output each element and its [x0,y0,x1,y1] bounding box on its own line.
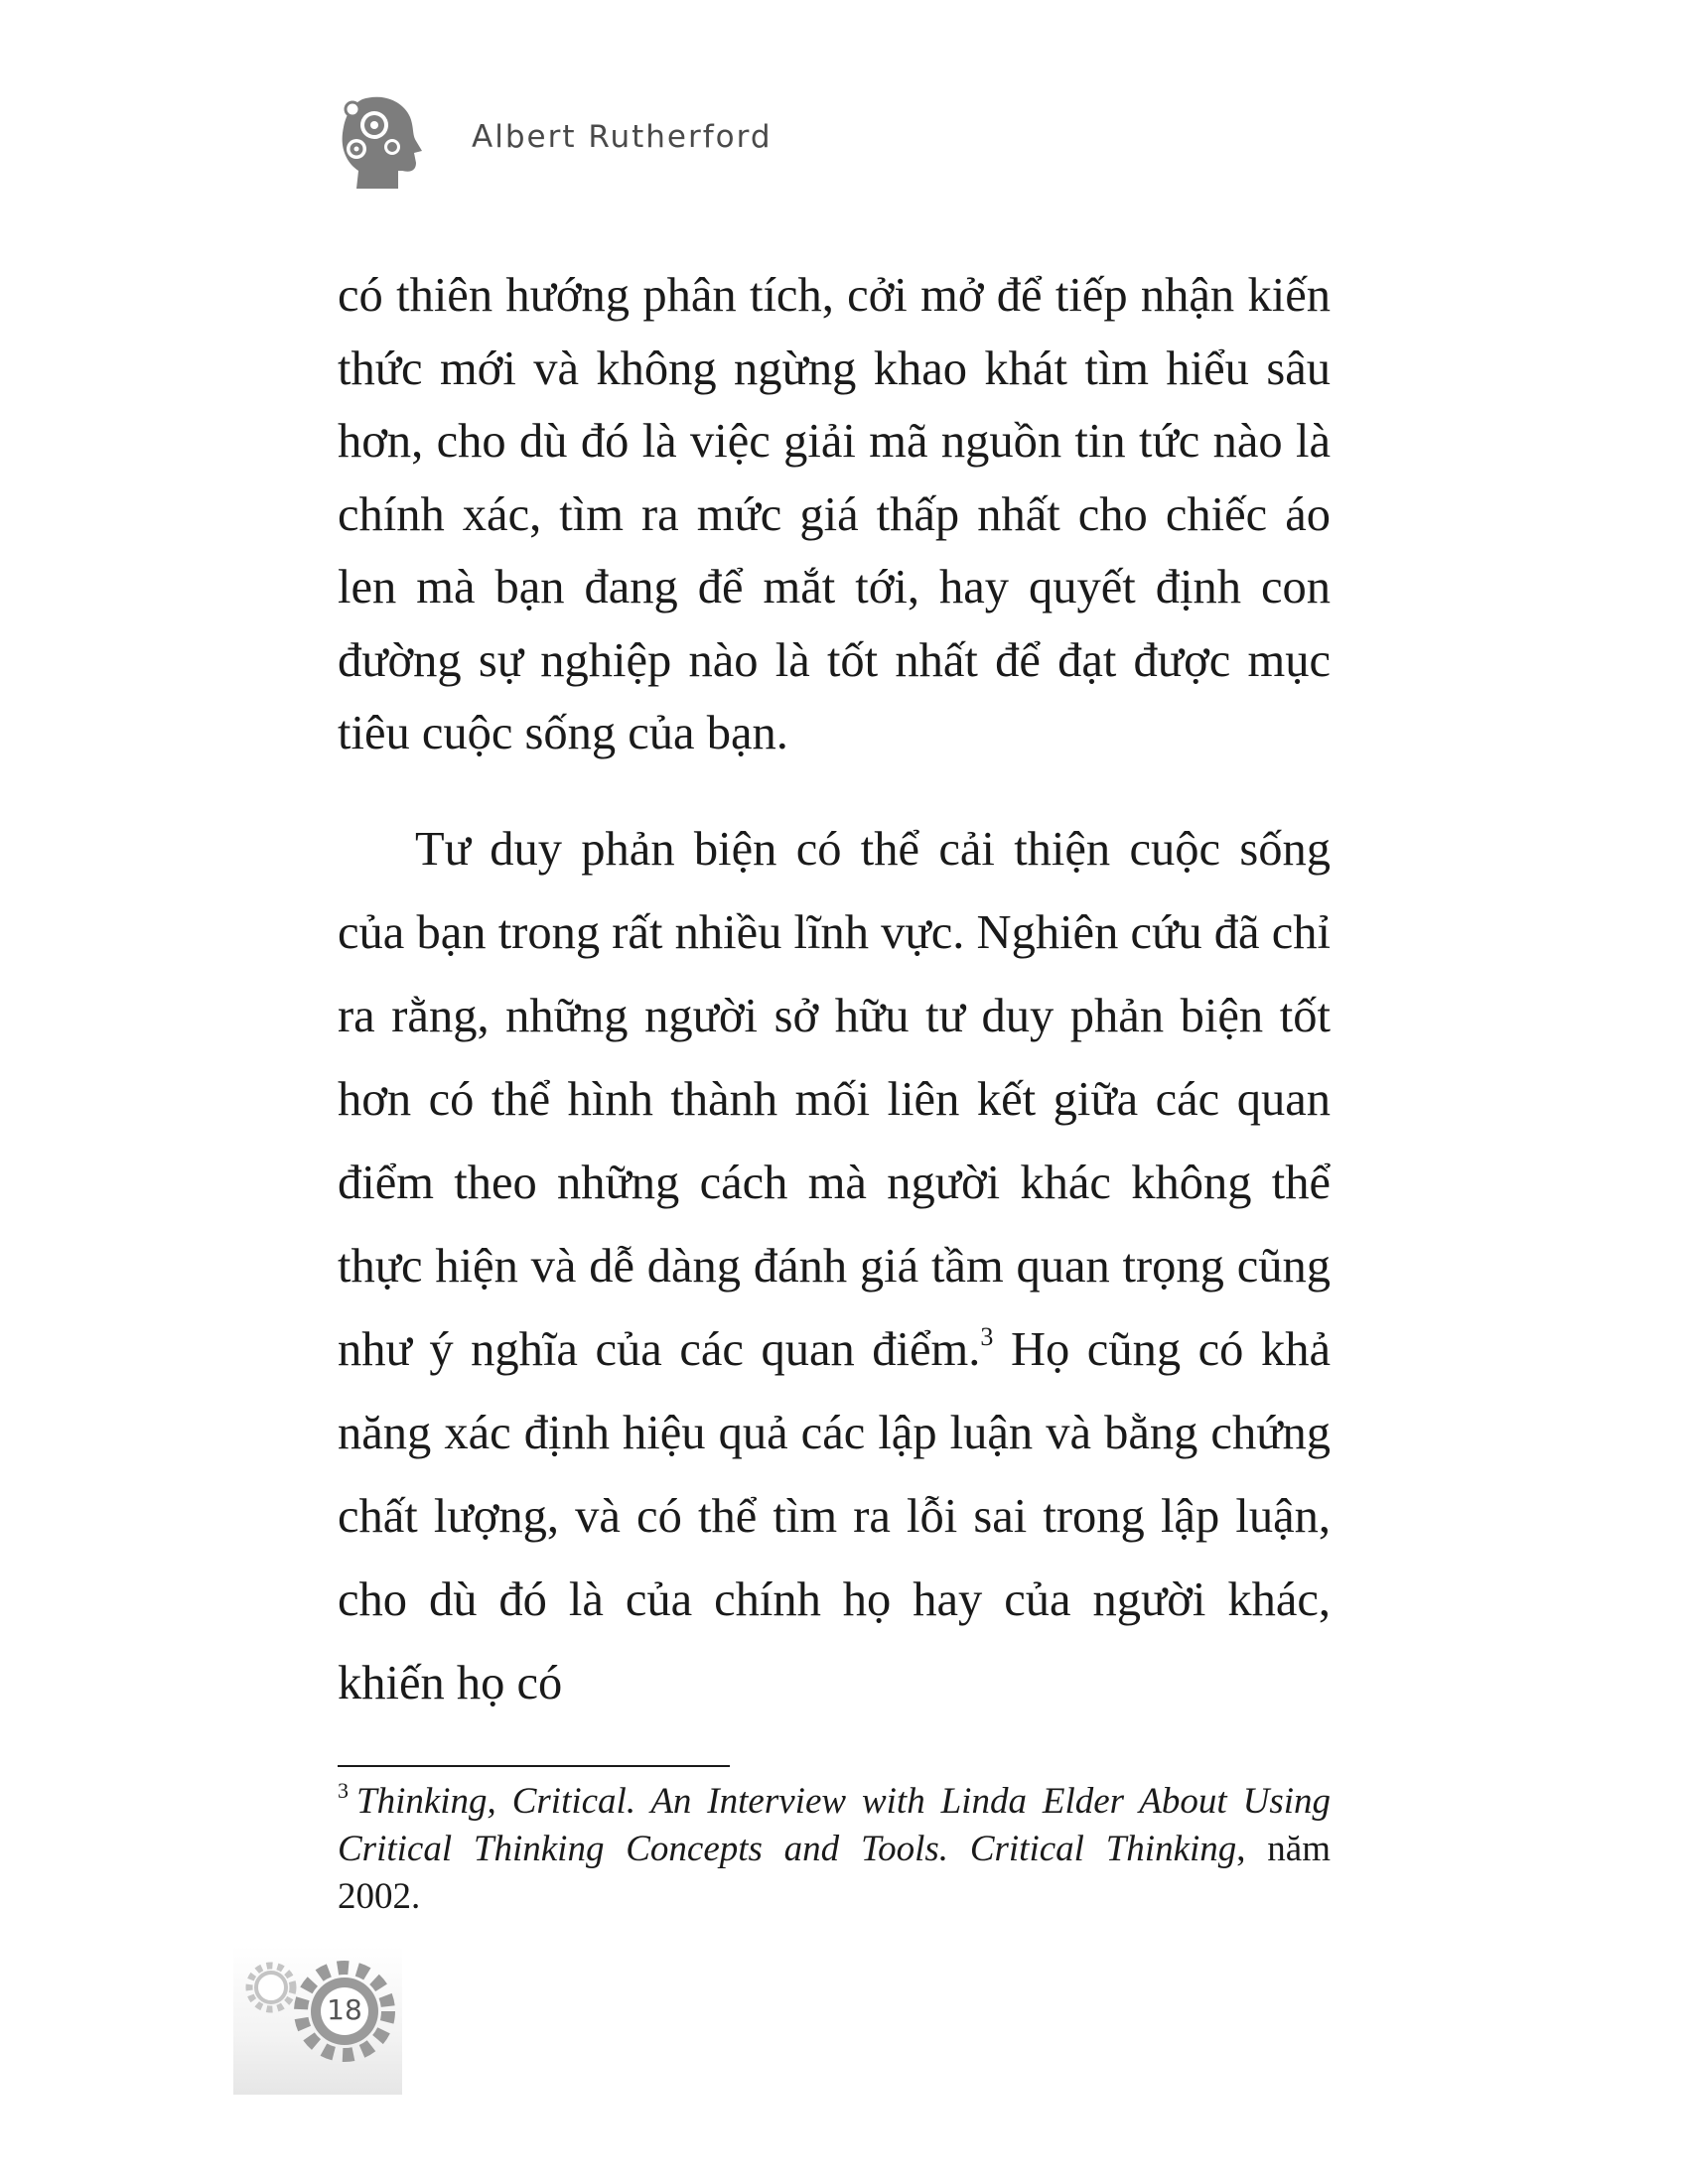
footnote-suffix: , năm 2002. [338,1829,1332,1917]
paragraph-2 [338,808,1331,1725]
page-number-badge [233,1946,402,2095]
paragraph-1: có thiên hướng phân tích, cởi mở để tiếp nhận kiến thức mới và không ngừng khao khát tìm hiểu sâu hơn, cho dù đó là việc giải mã nguồn tin tức nào là chính xác, tìm ra mức giá thấp nhất cho chiếc áo len mà bạn đang để mắt tới, hay quyết định con đường sự nghiệp nào là tốt nhất để đạt được mục tiêu cuộc sống của bạn. [338,269,1331,759]
paragraph-2-text-a: Tư duy phản biện có thể cải thiện cuộc sống của bạn trong rất nhiều lĩnh vực. Nghiên cứu đã chỉ ra rằng, những người sở hữu tư duy phản biện tốt hơn có thể hình thành mối liên kết giữa các quan điểm theo những cách mà người khác không thể thực hiện và dễ dàng đánh giá tầm quan trọng cũng như ý nghĩa của các quan điểm. [338,823,1331,1376]
author-name: Albert Rutherford [472,119,773,155]
page-number: 18 [327,1993,362,2026]
footnote-divider [338,1765,730,1767]
footnote-title: Thinking, Critical. An Interview with Linda Elder About Using Critical Thinking Concepts and Tools. Critical Thinking [338,1781,1331,1869]
footnote-number: 3 [338,1778,349,1803]
footnote [338,1778,1331,1921]
running-header [333,91,773,191]
paragraph-2-text-b: Họ cũng có khả năng xác định hiệu quả các lập luận và bằng chứng chất lượng, và có thể tìm ra lỗi sai trong lập luận, cho dù đó là của chính họ hay của người khác, khiến họ có [338,1323,1331,1709]
footnote-reference[interactable]: 3 [980,1322,994,1351]
head-with-gears-icon [333,91,422,191]
